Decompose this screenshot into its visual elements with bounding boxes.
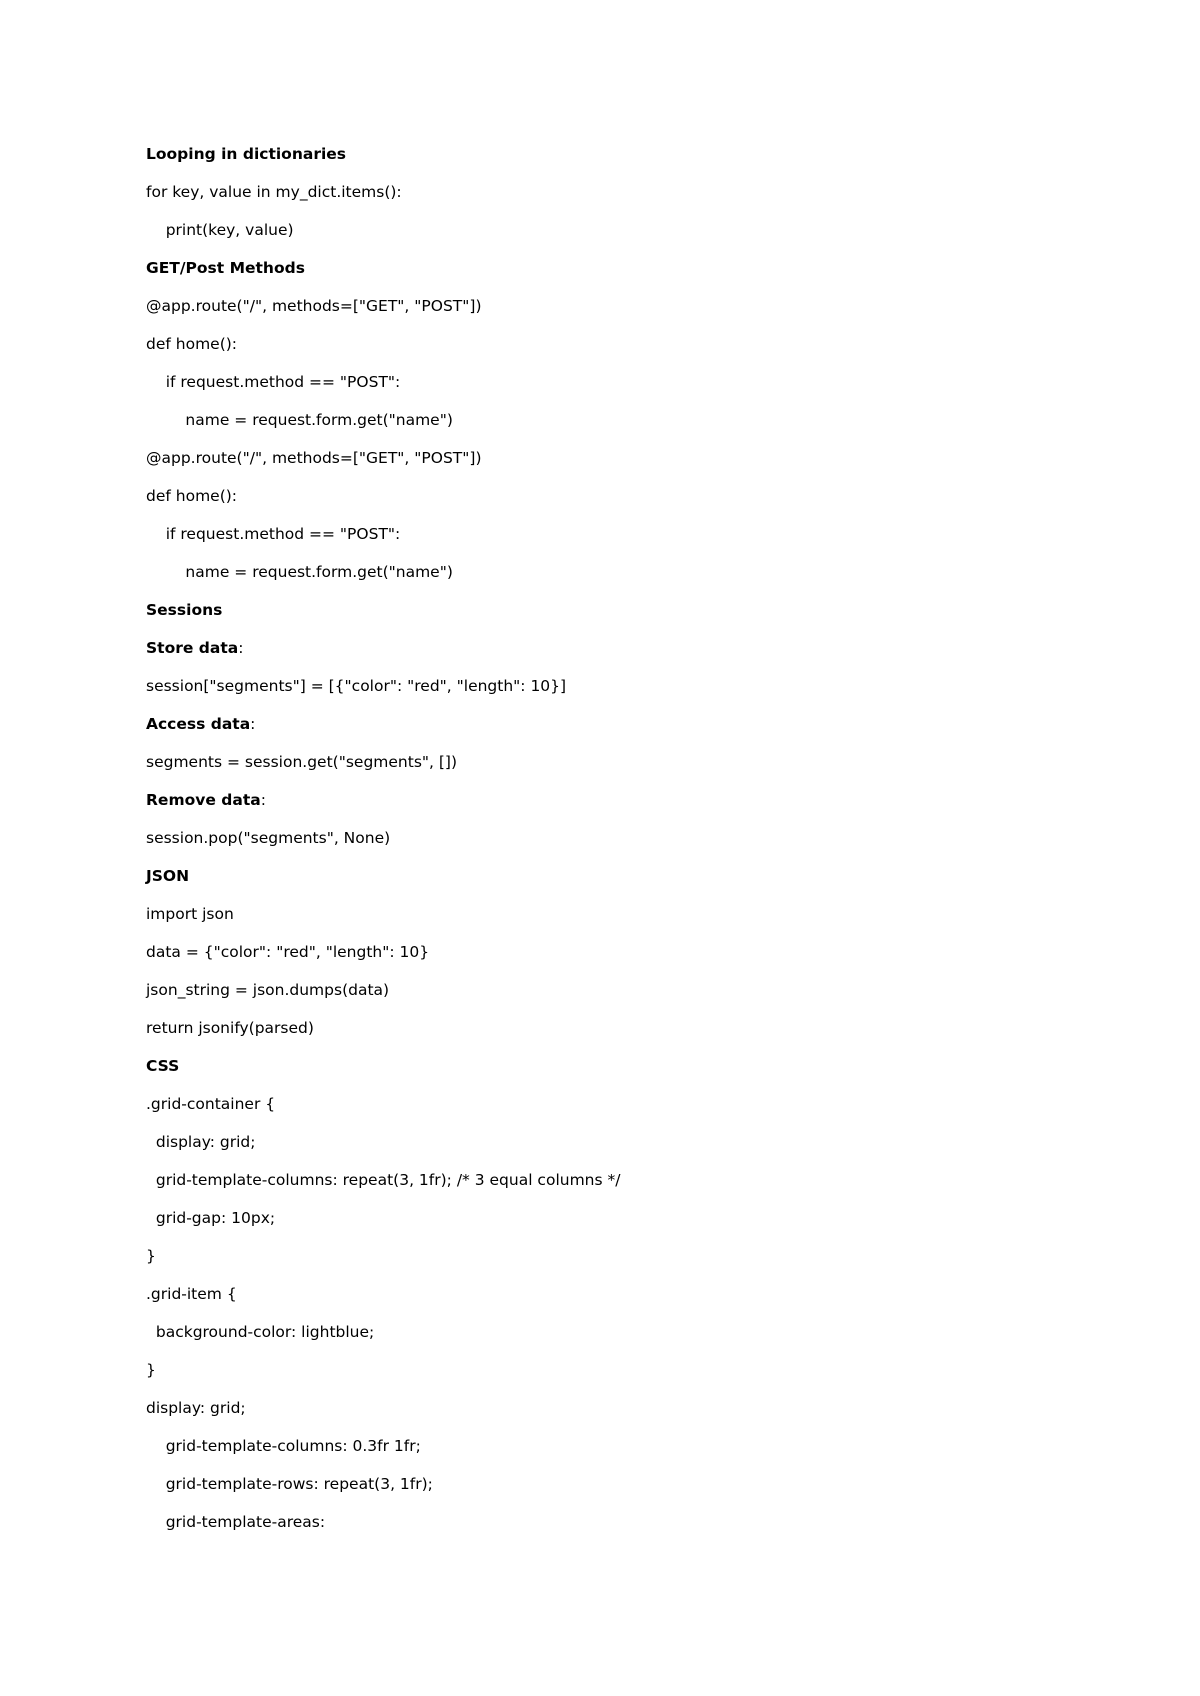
code-line: if request.method == "POST": (146, 525, 401, 543)
access-data-label-line (146, 716, 1106, 754)
code-line: @app.route("/", methods=["GET", "POST"]) (146, 297, 482, 315)
code-line: display: grid; (146, 1133, 256, 1151)
store-data-label: Store data (146, 639, 239, 657)
code-line: .grid-container { (146, 1095, 276, 1113)
label-colon: : (238, 639, 244, 657)
heading-json: JSON (146, 867, 190, 885)
code-line: def home(): (146, 487, 238, 505)
code-line: name = request.form.get("name") (146, 563, 453, 581)
code-line: for key, value in my_dict.items(): (146, 183, 402, 201)
code-line: display: grid; (146, 1399, 246, 1417)
label-colon: : (260, 791, 266, 809)
code-line: segments = session.get("segments", []) (146, 753, 458, 771)
remove-data-label-line (146, 792, 1106, 830)
code-line: } (146, 1361, 156, 1379)
heading-sessions: Sessions (146, 601, 223, 619)
code-line: data = {"color": "red", "length": 10} (146, 943, 430, 961)
code-line: grid-template-columns: 0.3fr 1fr; (146, 1437, 421, 1455)
heading-looping: Looping in dictionaries (146, 145, 347, 163)
code-line: grid-gap: 10px; (146, 1209, 276, 1227)
heading-css: CSS (146, 1057, 180, 1075)
code-line: grid-template-rows: repeat(3, 1fr); (146, 1475, 433, 1493)
code-line: grid-template-columns: repeat(3, 1fr); /* 3 equal columns */ (146, 1171, 621, 1189)
code-line: grid-template-areas: (146, 1513, 326, 1531)
code-line: import json (146, 905, 234, 923)
label-colon: : (250, 715, 256, 733)
code-line: .grid-item { (146, 1285, 237, 1303)
code-line: @app.route("/", methods=["GET", "POST"]) (146, 449, 482, 467)
code-line: json_string = json.dumps(data) (146, 981, 390, 999)
code-line: } (146, 1247, 156, 1265)
code-line: if request.method == "POST": (146, 373, 401, 391)
code-line: def home(): (146, 335, 238, 353)
code-line: session["segments"] = [{"color": "red", "length": 10}] (146, 677, 567, 695)
code-line: session.pop("segments", None) (146, 829, 391, 847)
code-line: print(key, value) (146, 221, 294, 239)
code-line: background-color: lightblue; (146, 1323, 375, 1341)
access-data-label: Access data (146, 715, 251, 733)
code-line: return jsonify(parsed) (146, 1019, 314, 1037)
heading-get-post: GET/Post Methods (146, 259, 305, 277)
store-data-label-line (146, 640, 1106, 678)
document-body (146, 146, 1106, 1552)
code-line: name = request.form.get("name") (146, 411, 453, 429)
remove-data-label: Remove data (146, 791, 261, 809)
